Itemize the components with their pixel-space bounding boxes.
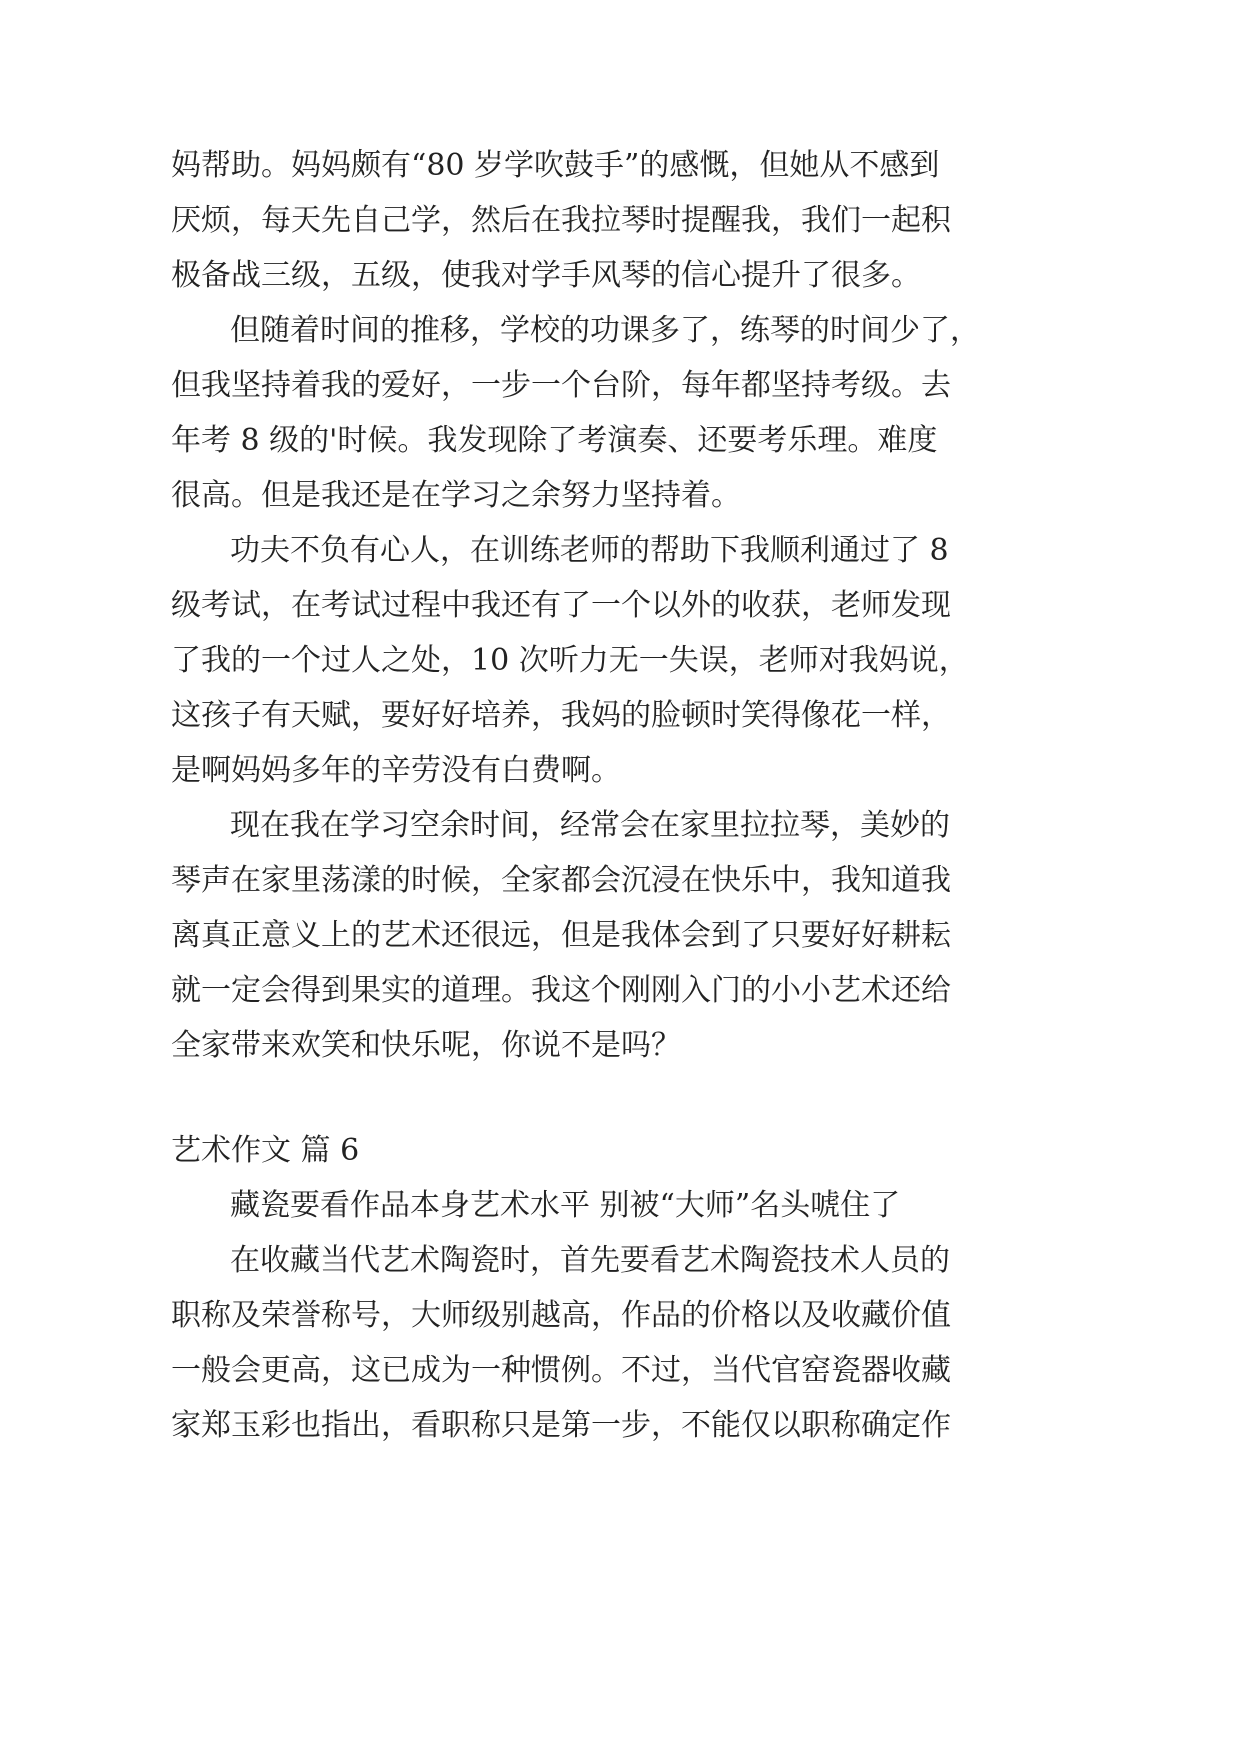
text-line xyxy=(0,1393,1241,1459)
section-title: 艺术作文 篇 6 xyxy=(171,1133,360,1168)
line-text: 极备战三级，五级，使我对学手风琴的信心提升了很多。 xyxy=(171,258,921,293)
line-text: 但我坚持着我的爱好，一步一个台阶，每年都坚持考级。去 xyxy=(171,368,951,403)
line-text: 妈帮助。妈妈颇有“80 岁学吹鼓手”的感慨，但她从不感到 xyxy=(171,148,940,183)
line-text: 很高。但是我还是在学习之余努力坚持着。 xyxy=(171,478,741,513)
line-text: 这孩子有天赋，要好好培养，我妈的脸顿时笑得像花一样， xyxy=(171,698,951,733)
line-text: 一般会更高，这已成为一种惯例。不过，当代官窑瓷器收藏 xyxy=(171,1353,951,1388)
line-text: 了我的一个过人之处，10 次听力无一失误，老师对我妈说， xyxy=(171,643,969,678)
line-text: 全家带来欢笑和快乐呢，你说不是吗？ xyxy=(171,1028,681,1063)
line-text: 离真正意义上的艺术还很远，但是我体会到了只要好好耕耘 xyxy=(171,918,951,953)
line-text: 是啊妈妈多年的辛劳没有白费啊。 xyxy=(171,753,621,788)
line-text: 功夫不负有心人，在训练老师的帮助下我顺利通过了 8 xyxy=(230,533,949,568)
text-line xyxy=(0,1013,1241,1079)
line-text: 厌烦，每天先自己学，然后在我拉琴时提醒我，我们一起积 xyxy=(171,203,951,238)
line-text: 职称及荣誉称号，大师级别越高，作品的价格以及收藏价值 xyxy=(171,1298,951,1333)
line-text: 现在我在学习空余时间，经常会在家里拉拉琴，美妙的 xyxy=(230,808,950,843)
line-text: 级考试，在考试过程中我还有了一个以外的收获，老师发现 xyxy=(171,588,951,623)
line-text: 但随着时间的推移，学校的功课多了，练琴的时间少了， xyxy=(230,313,980,348)
line-text: 家郑玉彩也指出，看职称只是第一步，不能仅以职称确定作 xyxy=(171,1408,951,1443)
line-text: 年考 8 级的'时候。我发现除了考演奏、还要考乐理。难度 xyxy=(171,423,938,458)
line-text: 在收藏当代艺术陶瓷时，首先要看艺术陶瓷技术人员的 xyxy=(230,1243,950,1278)
line-text: 就一定会得到果实的道理。我这个刚刚入门的小小艺术还给 xyxy=(171,973,951,1008)
line-text: 藏瓷要看作品本身艺术水平 别被“大师”名头唬住了 xyxy=(230,1188,901,1223)
line-text: 琴声在家里荡漾的时候，全家都会沉浸在快乐中，我知道我 xyxy=(171,863,951,898)
